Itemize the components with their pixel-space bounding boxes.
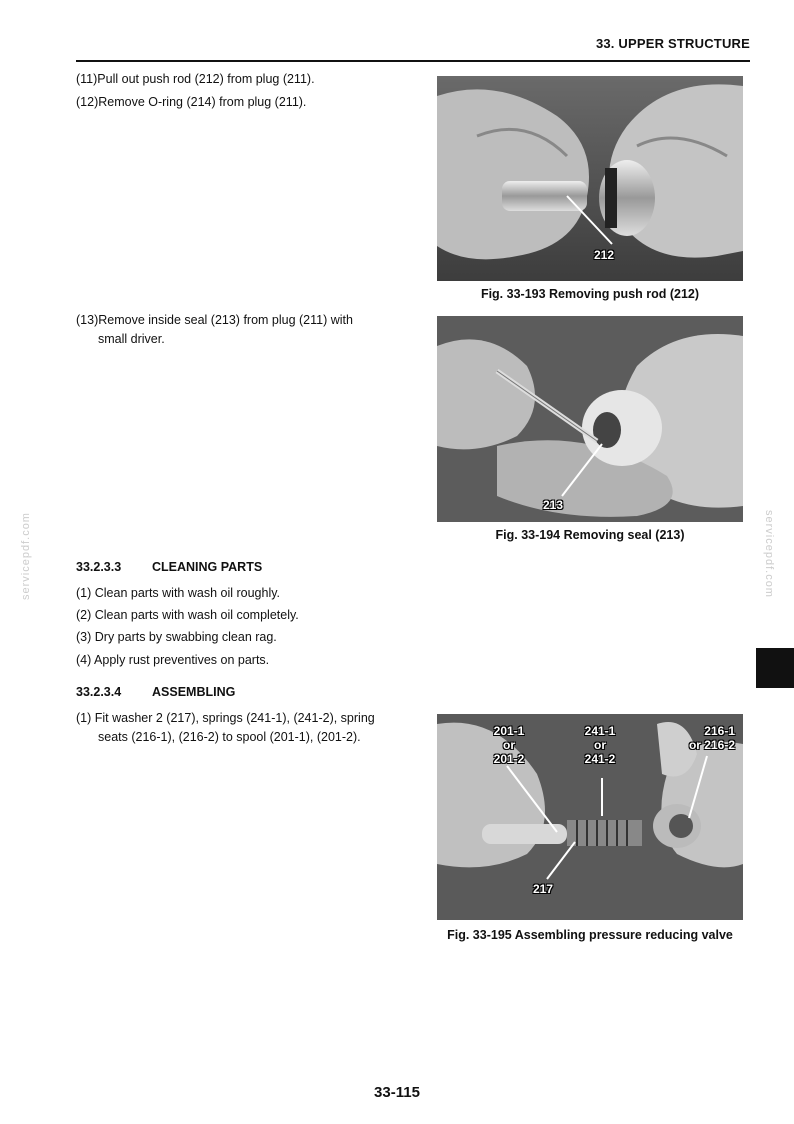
figure-193-caption: Fig. 33-193 Removing push rod (212) (480, 287, 700, 301)
callout-216 (675, 724, 735, 752)
step-13-line2: small driver. (98, 332, 165, 346)
header-title: 33. UPPER STRUCTURE (595, 36, 750, 51)
assembling-item-1-line1: (1) Fit washer 2 (217), springs (241-1), (241-2), spring (76, 711, 375, 725)
section-assembling-title: ASSEMBLING (152, 685, 236, 699)
figure-195-caption: Fig. 33-195 Assembling pressure reducing valve (447, 928, 733, 942)
callout-201-2: 201-2 (493, 752, 525, 766)
cleaning-item-1: (1) Clean parts with wash oil roughly. (76, 586, 281, 600)
cleaning-item-4: (4) Apply rust preventives on parts. (76, 653, 270, 667)
watermark-left: servicepdf.com (20, 512, 32, 600)
figure-193-photo (437, 76, 743, 281)
page-header (76, 36, 750, 62)
step-12: (12)Remove O-ring (214) from plug (211). (76, 95, 307, 109)
section-assembling-number: 33.2.3.4 (76, 685, 122, 699)
callout-216-2: or 216-2 (688, 738, 735, 752)
callout-241-or: or (594, 738, 606, 752)
section-cleaning-number: 33.2.3.3 (76, 560, 122, 574)
figure-195-photo (437, 714, 743, 920)
section-cleaning-heading (76, 560, 262, 574)
callout-217: 217 (533, 882, 554, 896)
assembling-item-1 (76, 709, 406, 747)
callout-241 (579, 724, 621, 766)
cleaning-item-2: (2) Clean parts with wash oil completely. (76, 608, 299, 622)
section-assembling-heading (76, 685, 235, 699)
assembling-item-1-line2: seats (216-1), (216-2) to spool (201-1), (201-2). (98, 730, 361, 744)
section-cleaning-title: CLEANING PARTS (152, 560, 263, 574)
watermark-right: servicepdf.com (763, 510, 775, 598)
step-13 (76, 311, 406, 349)
callout-216-1: 216-1 (704, 724, 735, 738)
callout-201-1: 201-1 (493, 724, 525, 738)
callout-213: 213 (543, 498, 564, 512)
callout-212: 212 (594, 248, 615, 262)
section-tab-marker (756, 648, 794, 688)
step-13-line1: (13)Remove inside seal (213) from plug (211) with (76, 313, 353, 327)
figure-194-photo (437, 316, 743, 522)
step-11: (11)Pull out push rod (212) from plug (211). (76, 72, 315, 86)
cleaning-item-3: (3) Dry parts by swabbing clean rag. (76, 630, 277, 644)
callout-201 (489, 724, 529, 766)
callout-241-2: 241-2 (584, 752, 616, 766)
figure-194-caption: Fig. 33-194 Removing seal (213) (495, 528, 685, 542)
callout-201-or: or (503, 738, 515, 752)
page-number: 33-115 (374, 1084, 420, 1101)
callout-241-1: 241-1 (584, 724, 616, 738)
